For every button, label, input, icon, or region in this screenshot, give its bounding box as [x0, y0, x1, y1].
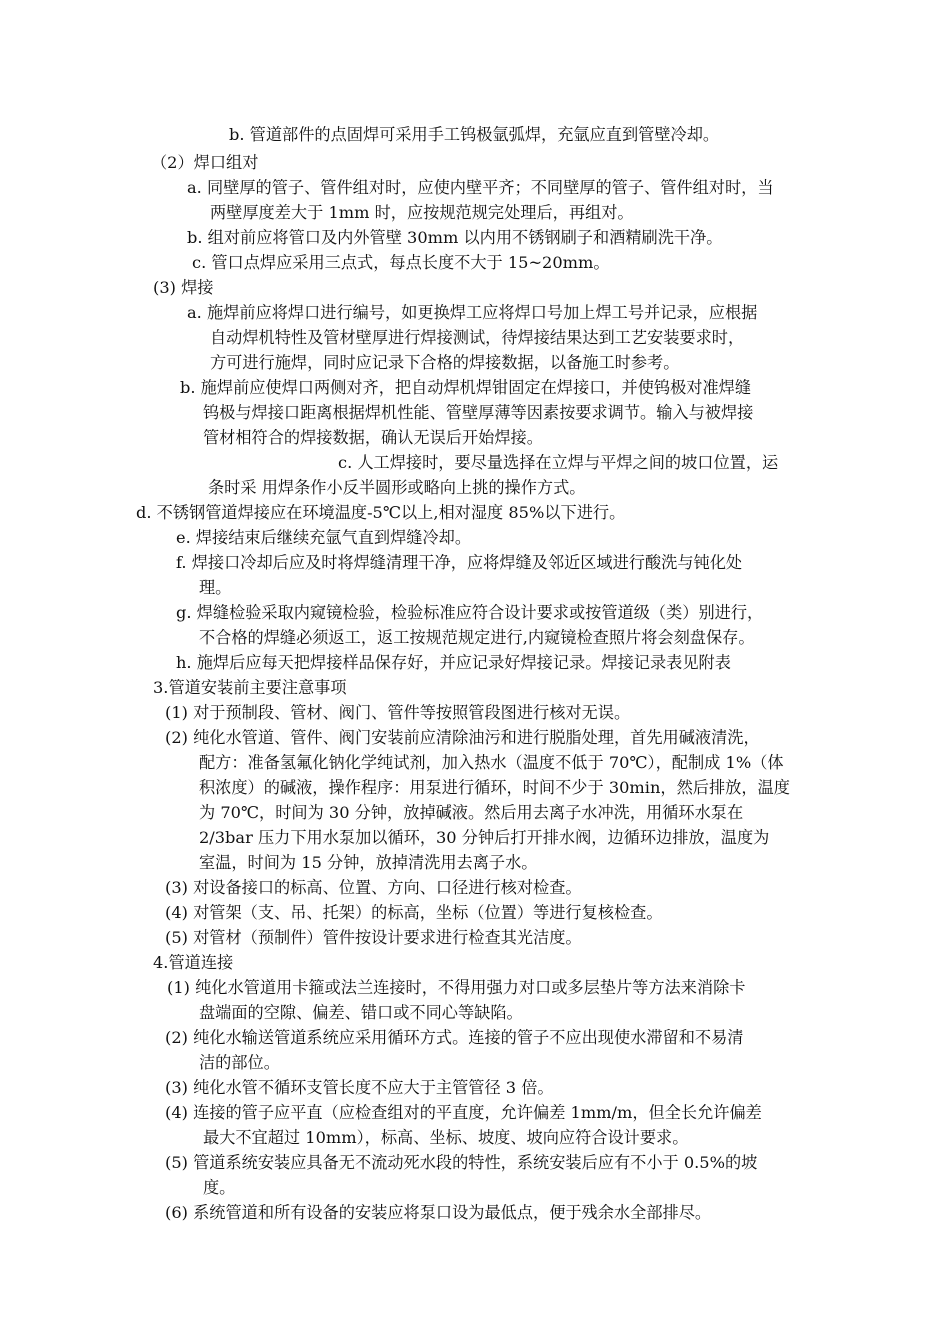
text-line: a. 同壁厚的管子、管件组对时，应使内壁平齐；不同壁厚的管子、管件组对时，当 [187, 178, 774, 197]
text-line: 度。 [203, 1178, 236, 1197]
text-line: 不合格的焊缝必须返工，返工按规范规定进行,内窥镜检查照片将会刻盘保存。 [199, 628, 755, 647]
text-line: 积浓度）的碱液，操作程序：用泵进行循环，时间不少于 30min，然后排放，温度 [199, 778, 790, 797]
section-heading: （2）焊口组对 [151, 153, 259, 172]
text-line: c. 管口点焊应采用三点式，每点长度不大于 15~20mm。 [192, 253, 610, 272]
text-line: f. 焊接口冷却后应及时将焊缝清理干净，应将焊缝及邻近区域进行酸洗与钝化处 [176, 553, 743, 572]
text-line: 最大不宜超过 10mm），标高、坐标、坡度、坡向应符合设计要求。 [203, 1128, 689, 1147]
text-line: b. 管道部件的点固焊可采用手工钨极氩弧焊，充氩应直到管壁冷却。 [229, 125, 720, 144]
text-line: g. 焊缝检验采取内窥镜检验，检验标准应符合设计要求或按管道级（类）别进行， [176, 603, 764, 622]
text-line: (1) 纯化水管道用卡箍或法兰连接时，不得用强力对口或多层垫片等方法来消除卡 [167, 978, 746, 997]
text-line: h. 施焊后应每天把焊接样品保存好，并应记录好焊接记录。焊接记录表见附表 [176, 653, 731, 672]
text-line: 配方：准备氢氟化钠化学纯试剂，加入热水（温度不低于 70℃），配制成 1%（体 [199, 753, 784, 772]
text-line: (5) 管道系统安装应具备无不流动死水段的特性，系统安装后应有不小于 0.5%的坡 [165, 1153, 758, 1172]
text-line: b. 施焊前应使焊口两侧对齐，把自动焊机焊钳固定在焊接口，并使钨极对准焊缝 [180, 378, 752, 397]
text-line: 洁的部位。 [199, 1053, 280, 1072]
text-line: (3) 对设备接口的标高、位置、方向、口径进行核对检查。 [165, 878, 582, 897]
text-line: (4) 对管架（支、吊、托架）的标高，坐标（位置）等进行复核检查。 [165, 903, 663, 922]
text-line: 2/3bar 压力下用水泵加以循环，30 分钟后打开排水阀，边循环边排放，温度为 [199, 828, 770, 847]
text-line: 条时采 用焊条作小反半圆形或略向上挑的操作方式。 [208, 478, 586, 497]
text-line: 理。 [199, 578, 232, 597]
text-line: 两壁厚度差大于 1mm 时，应按规范规完处理后，再组对。 [210, 203, 634, 222]
text-line: 方可进行施焊，同时应记录下合格的焊接数据，以备施工时参考。 [210, 353, 680, 372]
text-line: (2) 纯化水管道、管件、阀门安装前应清除油污和进行脱脂处理，首先用碱液清洗， [165, 728, 760, 747]
text-line: d. 不锈钢管道焊接应在环境温度-5℃以上,相对湿度 85%以下进行。 [136, 503, 626, 522]
section-heading: (3) 焊接 [153, 278, 214, 297]
text-line: 为 70℃，时间为 30 分钟，放掉碱液。然后用去离子水冲洗，用循环水泵在 [199, 803, 744, 822]
text-line: (1) 对于预制段、管材、阀门、管件等按照管段图进行核对无误。 [165, 703, 631, 722]
text-line: (4) 连接的管子应平直（应检查组对的平直度，允许偏差 1mm/m，但全长允许偏差 [165, 1103, 762, 1122]
text-line: a. 施焊前应将焊口进行编号，如更换焊工应将焊口号加上焊工号并记录，应根据 [187, 303, 758, 322]
text-line: c. 人工焊接时，要尽量选择在立焊与平焊之间的坡口位置，运 [338, 453, 779, 472]
text-line: (5) 对管材（预制件）管件按设计要求进行检查其光洁度。 [165, 928, 582, 947]
text-line: e. 焊接结束后继续充氩气直到焊缝冷却。 [176, 528, 472, 547]
text-line: 钨极与焊接口距离根据焊机性能、管壁厚薄等因素按要求调节。输入与被焊接 [203, 403, 754, 422]
text-line: 自动焊机特性及管材壁厚进行焊接测试，待焊接结果达到工艺安装要求时， [210, 328, 745, 347]
text-line: (6) 系统管道和所有设备的安装应将泵口设为最低点，便于残余水全部排尽。 [165, 1203, 712, 1222]
text-line: 盘端面的空隙、偏差、错口或不同心等缺陷。 [199, 1003, 523, 1022]
text-line: b. 组对前应将管口及内外管壁 30mm 以内用不锈钢刷子和酒精刷洗干净。 [187, 228, 723, 247]
section-heading: 3.管道安装前主要注意事项 [153, 678, 347, 697]
text-line: (2) 纯化水输送管道系统应采用循环方式。连接的管子不应出现使水滞留和不易清 [165, 1028, 744, 1047]
text-line: 室温，时间为 15 分钟，放掉清洗用去离子水。 [199, 853, 538, 872]
text-line: 管材相符合的焊接数据，确认无误后开始焊接。 [203, 428, 543, 447]
section-heading: 4.管道连接 [153, 953, 234, 972]
text-line: (3) 纯化水管不循环支管长度不应大于主管管径 3 倍。 [165, 1078, 554, 1097]
